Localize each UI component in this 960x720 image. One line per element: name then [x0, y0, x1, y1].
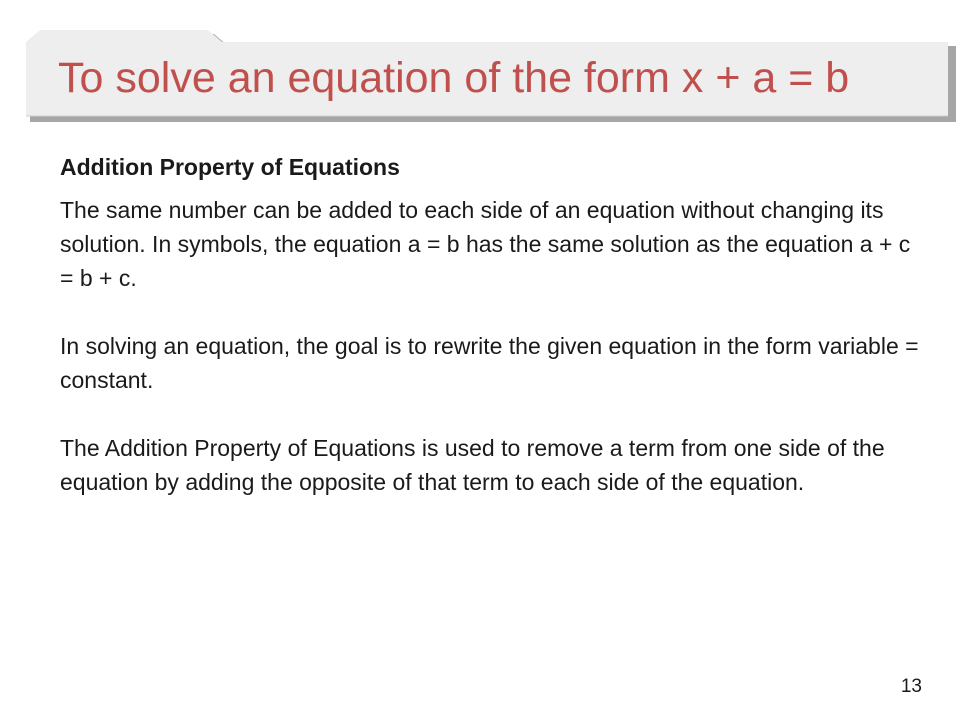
slide-body — [60, 150, 920, 499]
slide-title — [58, 52, 849, 104]
slide-title-text: To solve an equation of the form x + a = b — [58, 54, 850, 102]
title-banner — [0, 0, 960, 140]
page-number: 13 — [900, 676, 922, 697]
paragraph-usage: The Addition Property of Equations is used to remove a term from one side of the equation by adding the opposite of that term to each side of the equation. — [60, 435, 885, 495]
paragraph-addition-property: The same number can be added to each side of an equation without changing its solution. In symbols, the equation a = b has the same solution as the equation a + c = b + c. — [60, 197, 911, 291]
paragraph-goal: In solving an equation, the goal is to rewrite the given equation in the form variable = constant. — [60, 333, 919, 393]
section-heading: Addition Property of Equations — [60, 154, 400, 180]
